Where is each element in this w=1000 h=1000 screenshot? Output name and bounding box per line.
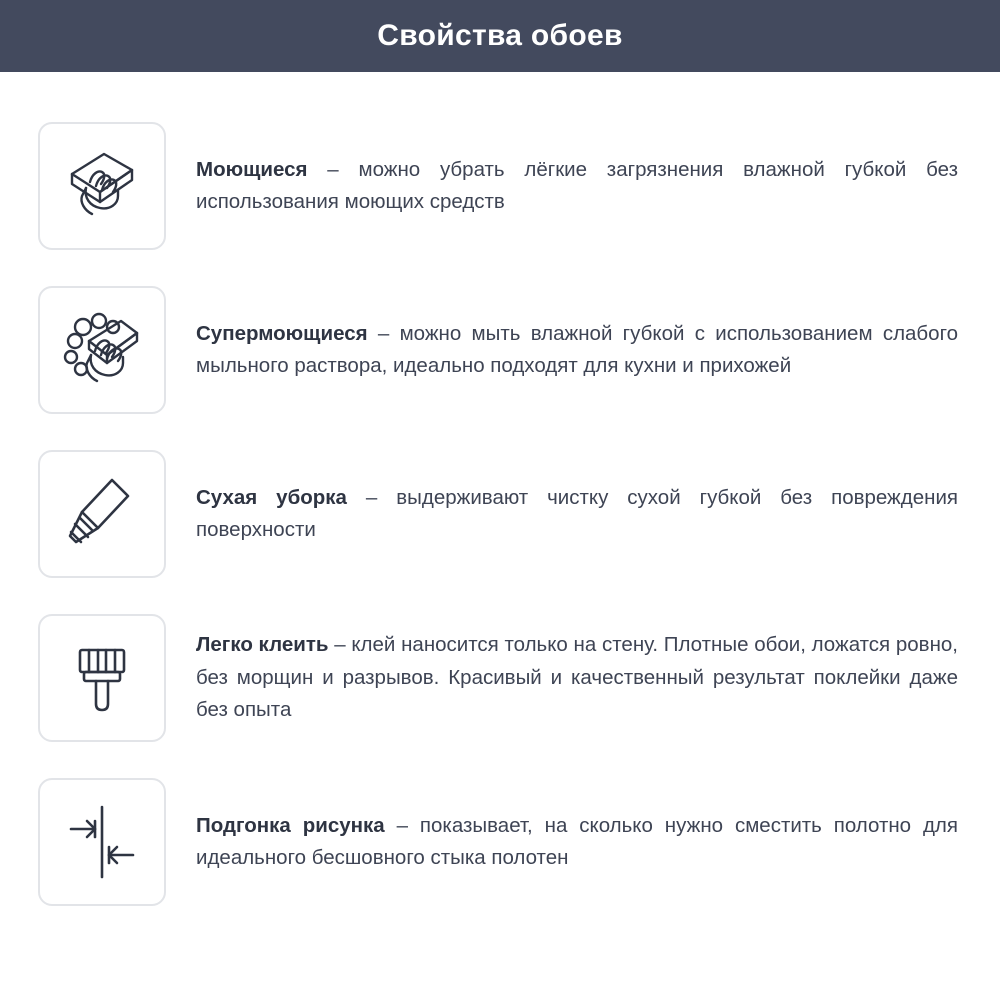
feature-term: Супермоющиеся: [196, 321, 368, 345]
feature-term: Моющиеся: [196, 157, 308, 181]
feature-item: [38, 120, 962, 252]
feature-separator: –: [396, 813, 409, 837]
feature-term: Сухая уборка: [196, 485, 347, 509]
pattern-offset-arrows-icon: [38, 778, 166, 906]
feature-item: [38, 612, 962, 744]
feature-separator: –: [377, 321, 390, 345]
feature-description: можно убрать лёгкие загрязнения влажной губкой без использования моющих средств: [196, 157, 958, 213]
feature-separator: –: [365, 485, 378, 509]
feature-description: выдерживают чистку сухой губкой без повреждения поверхности: [196, 485, 959, 541]
feature-text: [166, 482, 962, 547]
feature-description: можно мыть влажной губкой с использованием слабого мыльного раствора, идеально подходят для кухни и прихожей: [196, 321, 959, 377]
feature-separator: –: [327, 157, 339, 181]
paste-brush-icon: [38, 614, 166, 742]
feature-term: Легко клеить: [196, 633, 329, 657]
feature-text: [166, 810, 962, 875]
feature-item: [38, 448, 962, 580]
sponge-wipe-hand-icon: [38, 122, 166, 250]
feature-description: клей наносится только на стену. Плотные обои, ложатся ровно, без морщин и разрывов. Красивый и качественный результат поклейки даже без опыта: [196, 633, 958, 722]
features-list: [0, 72, 1000, 908]
page-title: Свойства обоев: [377, 19, 623, 52]
feature-description: показывает, на сколько нужно сместить полотно для идеального бесшовного стыка полотен: [196, 813, 958, 869]
feature-text: [166, 154, 962, 219]
sponge-foam-bubbles-hand-icon: [38, 286, 166, 414]
feature-item: [38, 284, 962, 416]
feature-separator: –: [334, 633, 346, 657]
feature-term: Подгонка рисунка: [196, 813, 385, 837]
feature-item: [38, 776, 962, 908]
dry-brush-icon: [38, 450, 166, 578]
feature-text: [166, 318, 962, 383]
page-header: [0, 0, 1000, 72]
feature-text: [166, 629, 962, 726]
